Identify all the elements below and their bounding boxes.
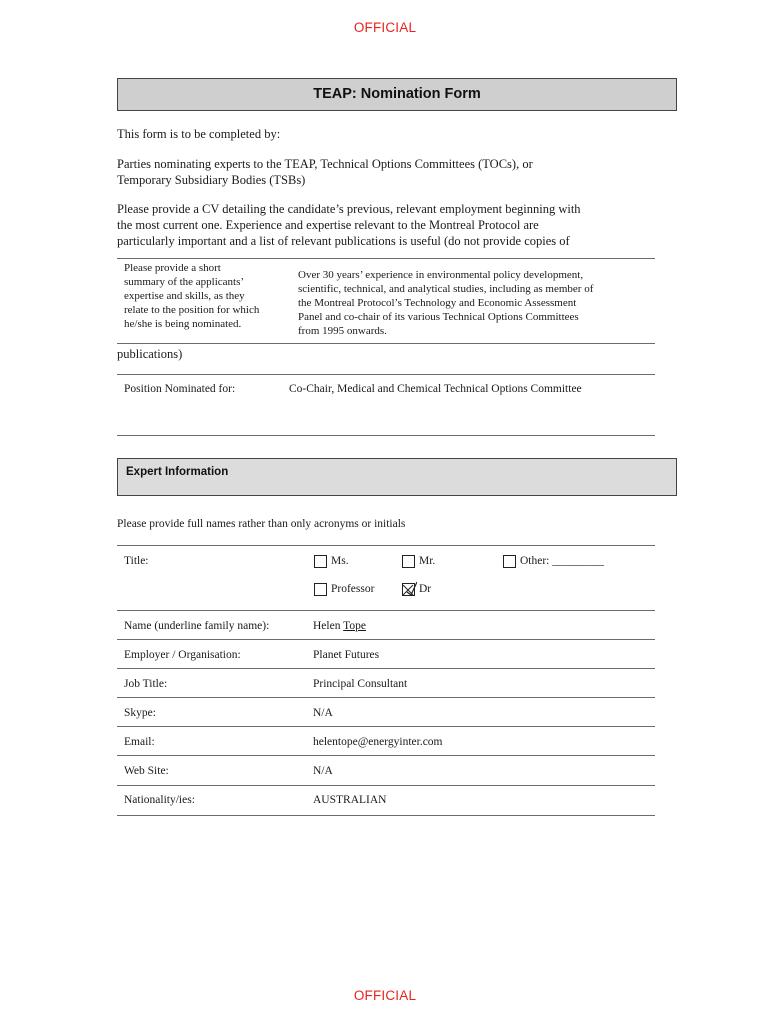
employer-rule (117, 668, 655, 669)
email-label: Email: (124, 736, 155, 748)
expert-information-title: Expert Information (126, 466, 229, 478)
title-top-rule (117, 545, 655, 546)
summary-prompt (124, 261, 294, 331)
checkmark-icon (402, 581, 417, 596)
job-title-label: Job Title: (124, 678, 168, 690)
parties-text-line1: Parties nominating experts to the TEAP, Technical Options Committees (TOCs), or (117, 157, 533, 171)
other-checkbox[interactable] (503, 555, 516, 568)
summary-answer-line: Panel and co-chair of its various Technical Options Committees (298, 311, 579, 323)
professor-checkbox[interactable] (314, 583, 327, 596)
skype-value[interactable]: N/A (313, 707, 333, 719)
summary-answer (298, 268, 658, 338)
given-name: Helen (313, 620, 341, 632)
summary-prompt-line: relate to the position for which (124, 304, 260, 316)
other-option-label: Other: _________ (520, 555, 605, 567)
summary-answer-line: from 1995 onwards. (298, 325, 387, 337)
nationality-value[interactable]: AUSTRALIAN (313, 794, 387, 806)
employer-label: Employer / Organisation: (124, 649, 241, 661)
summary-top-rule (117, 258, 655, 259)
expert-information-heading (117, 458, 677, 496)
cv-text-line3: particularly important and a list of relevant publications is useful (do not provide copies of (117, 234, 570, 248)
website-rule (117, 785, 655, 786)
summary-mid-rule (117, 343, 655, 344)
name-value[interactable] (313, 620, 366, 632)
email-rule (117, 755, 655, 756)
title-label: Title: (124, 555, 149, 567)
employer-value[interactable]: Planet Futures (313, 649, 380, 661)
dr-checkbox[interactable] (402, 583, 415, 596)
summary-prompt-line: summary of the applicants’ (124, 276, 245, 288)
cv-text-line4: publications) (117, 347, 183, 361)
summary-answer-line: the Montreal Protocol’s Technology and Economic Assessment (298, 297, 577, 309)
title-bottom-rule (117, 610, 655, 611)
skype-label: Skype: (124, 707, 156, 719)
nationality-label: Nationality/ies: (124, 794, 195, 806)
job-title-value[interactable]: Principal Consultant (313, 678, 408, 690)
position-label: Position Nominated for: (124, 383, 236, 395)
position-value[interactable]: Co-Chair, Medical and Chemical Technical Options Committee (289, 383, 582, 395)
form-title: TEAP: Nomination Form (117, 78, 677, 111)
website-label: Web Site: (124, 765, 169, 777)
email-value[interactable]: helentope@energyinter.com (313, 736, 443, 748)
summary-prompt-line: expertise and skills, as they (124, 290, 245, 302)
name-label: Name (underline family name): (124, 620, 270, 632)
full-names-instruction: Please provide full names rather than only acronyms or initials (117, 518, 406, 530)
mr-checkbox[interactable] (402, 555, 415, 568)
cv-text-line2: the most current one. Experience and expertise relevant to the Montreal Protocol are (117, 218, 539, 232)
professor-option-label: Professor (331, 583, 375, 595)
ms-option-label: Ms. (331, 555, 349, 567)
official-marking-top: OFFICIAL (353, 20, 417, 35)
position-bottom-rule (117, 435, 655, 436)
website-value[interactable]: N/A (313, 765, 333, 777)
parties-text-line2: Temporary Subsidiary Bodies (TSBs) (117, 173, 306, 187)
summary-prompt-line: Please provide a short (124, 262, 221, 274)
ms-checkbox[interactable] (314, 555, 327, 568)
official-marking-bottom: OFFICIAL (353, 988, 417, 1003)
summary-answer-line: scientific, technical, and analytical studies, including as member of (298, 283, 594, 295)
family-name: Tope (343, 620, 366, 632)
skype-rule (117, 726, 655, 727)
summary-answer-line: Over 30 years’ experience in environmental policy development, (298, 269, 584, 281)
job-title-rule (117, 697, 655, 698)
dr-option-label: Dr (419, 583, 432, 595)
nationality-rule (117, 815, 655, 816)
position-top-rule (117, 374, 655, 375)
cv-text-line1: Please provide a CV detailing the candidate’s previous, relevant employment beginning with (117, 202, 581, 216)
completed-by-text: This form is to be completed by: (117, 127, 281, 141)
mr-option-label: Mr. (419, 555, 436, 567)
summary-prompt-line: he/she is being nominated. (124, 318, 242, 330)
name-rule (117, 639, 655, 640)
